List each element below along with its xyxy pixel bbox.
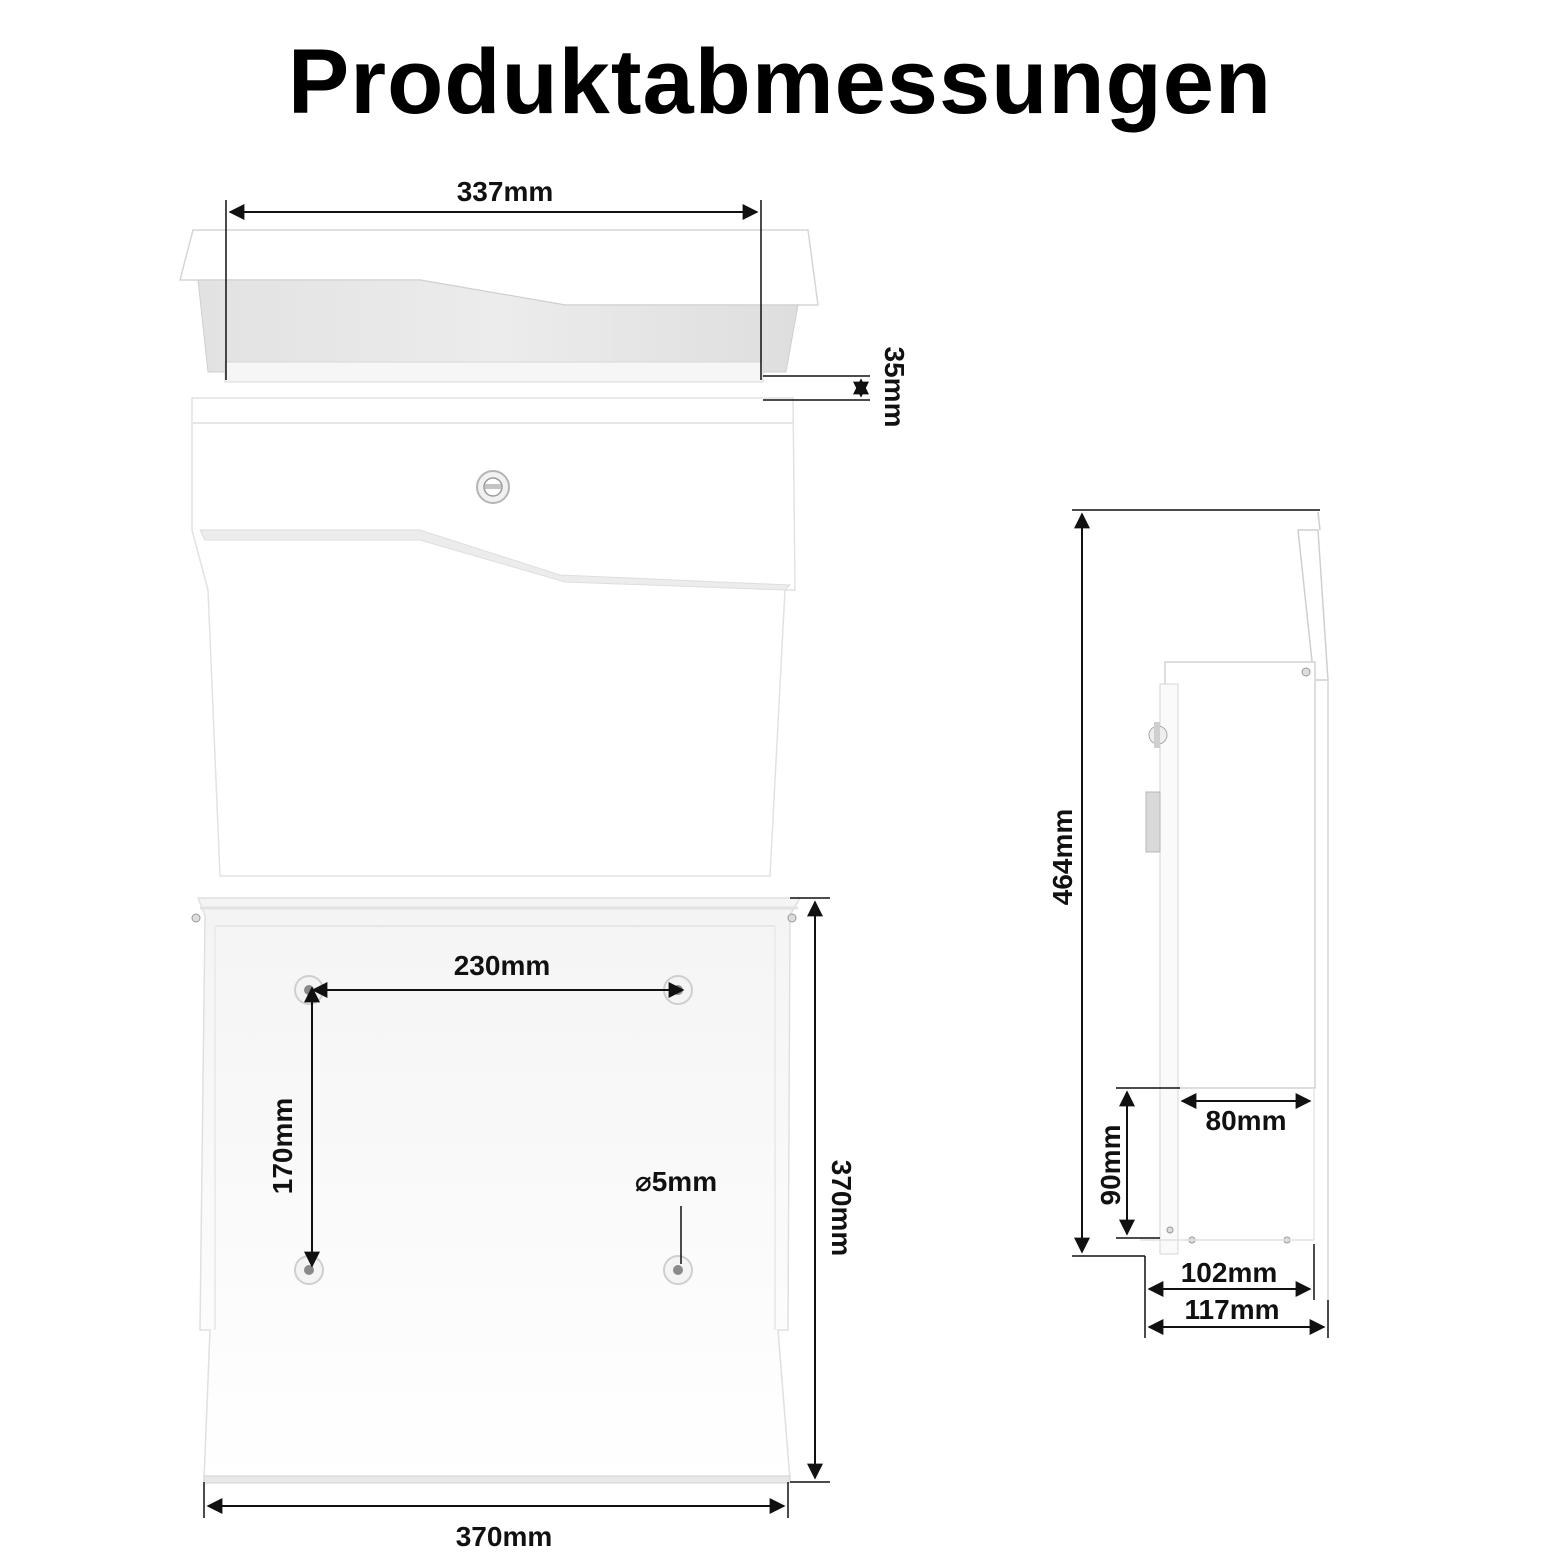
side-view	[1072, 510, 1328, 1338]
dim-label-230: 230mm	[453, 950, 551, 981]
side-lid	[1298, 530, 1328, 680]
back-view	[192, 898, 830, 1518]
mounting-hole-icon	[664, 1256, 692, 1284]
dim-label-370-h: 370mm	[455, 1521, 553, 1552]
mail-slot	[225, 362, 763, 382]
dim-label-370-v: 370mm	[826, 1159, 857, 1257]
dim-label-90: 90mm	[1095, 1124, 1126, 1206]
side-front-panel	[1160, 684, 1178, 1254]
dim-label-464: 464mm	[1047, 808, 1078, 906]
dim-label-35: 35mm	[879, 346, 910, 428]
side-lock-housing	[1146, 792, 1160, 852]
front-view	[180, 200, 870, 876]
mounting-hole-icon	[295, 1256, 323, 1284]
dim-label-80: 80mm	[1205, 1105, 1287, 1136]
lock-icon	[477, 471, 509, 503]
dim-label-117: 117mm	[1184, 1294, 1280, 1325]
side-body	[1165, 662, 1315, 1088]
front-body	[192, 398, 795, 876]
dim-label-170: 170mm	[267, 1097, 298, 1195]
dim-label-102: 102mm	[1180, 1257, 1278, 1288]
page-title: Produktabmessungen	[287, 31, 1273, 133]
dim-label-5: ⌀5mm	[634, 1166, 718, 1197]
dim-label-337: 337mm	[456, 176, 554, 207]
